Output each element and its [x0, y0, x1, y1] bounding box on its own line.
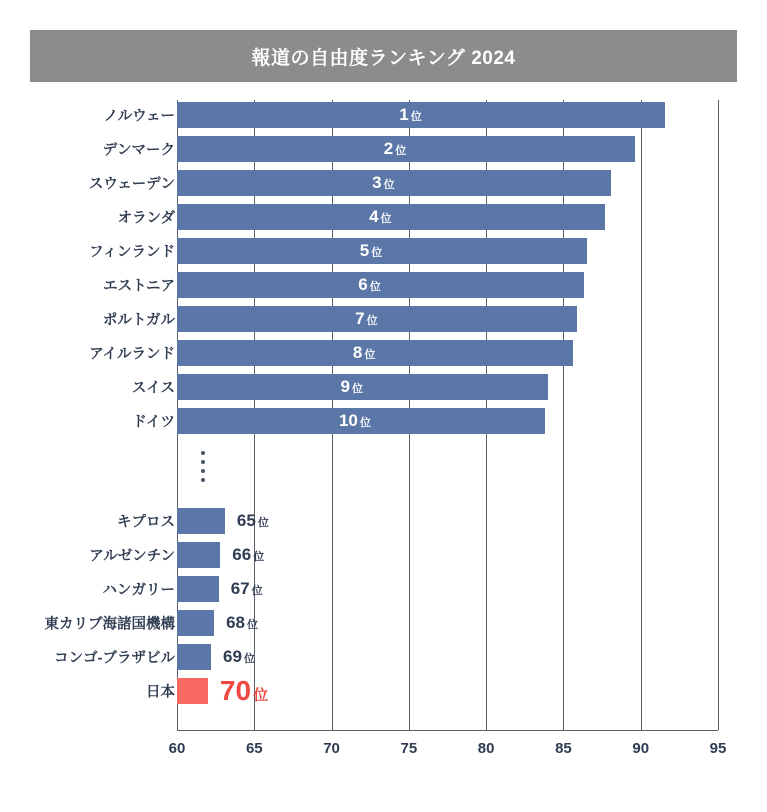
- bar-category-label: デンマーク: [102, 142, 175, 159]
- bar-row: [0, 168, 767, 198]
- axis-break-ellipsis-icon: [198, 446, 208, 482]
- x-axis-tick-label: 85: [555, 740, 572, 757]
- bar-row: [0, 100, 767, 130]
- x-axis-tick-label: 80: [477, 740, 495, 757]
- bar-category-label: コンゴ-ブラザビル: [54, 650, 175, 667]
- ellipsis-dot-icon: [201, 469, 205, 473]
- bar-category-label: スウェーデン: [88, 176, 175, 193]
- bar-row: [0, 202, 767, 232]
- bar-category-label: ハンガリー: [102, 582, 175, 599]
- bar: [177, 610, 214, 636]
- bar-category-label: スイス: [131, 380, 175, 397]
- bar: [177, 576, 219, 602]
- bar: [177, 644, 211, 670]
- bar-value-label: 3 位: [372, 173, 395, 192]
- bar-category-label: キプロス: [117, 514, 175, 531]
- x-axis-line: [177, 730, 718, 731]
- chart-title-bar: [30, 30, 737, 82]
- ellipsis-dot-icon: [201, 451, 205, 455]
- bar-row: [0, 236, 767, 266]
- bar-row: [0, 338, 767, 368]
- bar-value-label: 4 位: [369, 207, 392, 226]
- bar-row: [0, 134, 767, 164]
- bar-value-label: 10 位: [338, 411, 371, 430]
- bar-row: [0, 540, 767, 570]
- bar-category-label: 東カリブ海諸国機構: [44, 616, 175, 633]
- bar-category-label: ポルトガル: [102, 312, 175, 329]
- bar-value-label: 65 位: [236, 511, 269, 530]
- bar: [177, 542, 220, 568]
- page-title: 報道の自由度ランキング 2024: [251, 47, 516, 69]
- x-axis-tick-label: 75: [400, 740, 418, 757]
- bar-row: [0, 506, 767, 536]
- bar-row: [0, 676, 767, 706]
- bar-row: [0, 372, 767, 402]
- bar-category-label: 日本: [146, 684, 175, 701]
- bar-value-label: 6 位: [358, 275, 381, 294]
- ellipsis-dot-icon: [201, 460, 205, 464]
- x-axis-tick-label: 90: [632, 740, 650, 757]
- x-axis-tick-label: 95: [709, 740, 727, 757]
- ellipsis-dot-icon: [201, 478, 205, 482]
- bar-row: [0, 608, 767, 638]
- bar-value-label: 67 位: [230, 579, 263, 598]
- plot-area: [0, 96, 767, 757]
- bar-category-label: オランダ: [117, 210, 175, 227]
- bar-value-label: 69 位: [223, 647, 255, 666]
- bar-value-label: 5 位: [359, 241, 383, 260]
- bar-value-label: 8 位: [352, 343, 376, 362]
- x-axis-tick-label: 70: [323, 740, 340, 757]
- bar-category-label: アイルランド: [89, 346, 175, 363]
- bar-value-label: 70 位: [219, 675, 269, 706]
- bar-category-label: ノルウェー: [103, 108, 175, 125]
- bar-row: [0, 574, 767, 604]
- bar-row: [0, 642, 767, 672]
- bar-category-label: エストニア: [103, 278, 175, 295]
- bar-row: [0, 304, 767, 334]
- bar-value-label: 9 位: [340, 377, 363, 396]
- bar-category-label: アルゼンチン: [89, 548, 175, 565]
- bar-value-label: 1 位: [399, 105, 422, 124]
- bar-category-label: ドイツ: [132, 414, 175, 431]
- bar-highlight: [177, 678, 208, 704]
- bar: [177, 508, 225, 534]
- bar-category-label: フィンランド: [89, 244, 175, 261]
- x-axis-tick-label: 60: [168, 740, 186, 757]
- bar-value-label: 2 位: [383, 139, 407, 158]
- bar-row: [0, 270, 767, 300]
- bar-value-label: 7 位: [355, 309, 378, 328]
- bar-value-label: 66 位: [232, 545, 265, 564]
- bar-row: [0, 406, 767, 436]
- bar-value-label: 68 位: [226, 613, 259, 632]
- x-axis-tick-label: 65: [245, 740, 263, 757]
